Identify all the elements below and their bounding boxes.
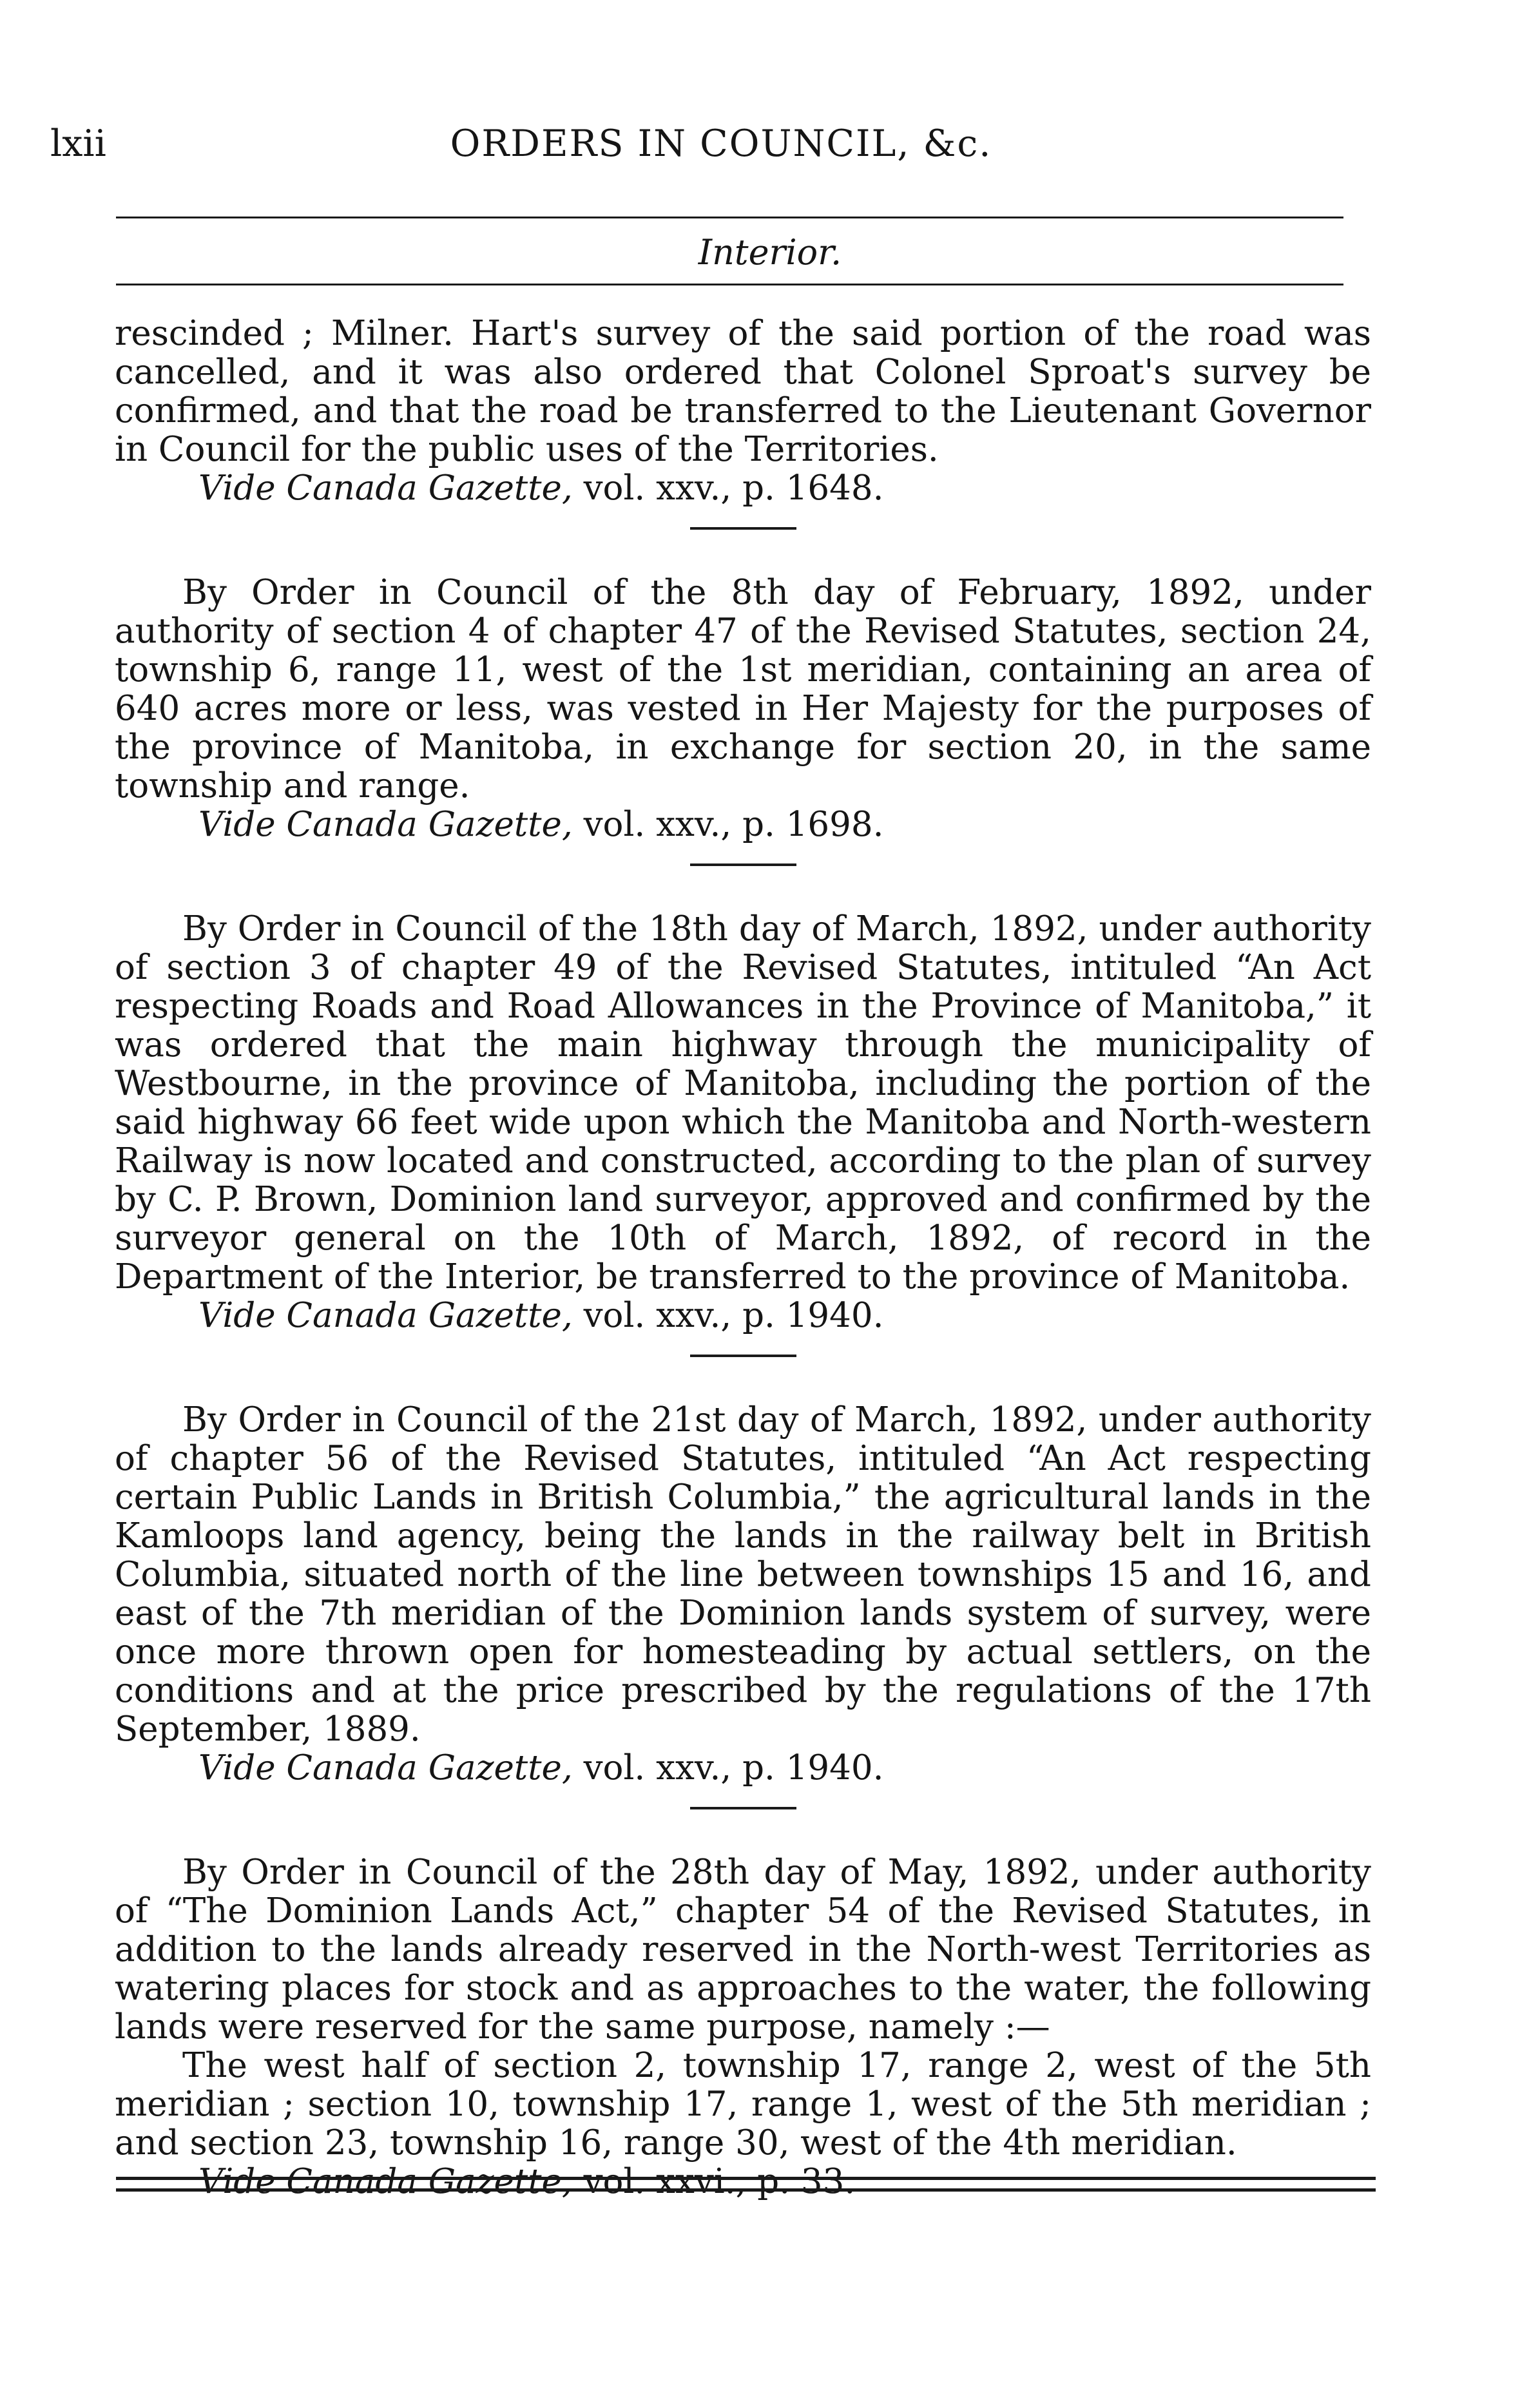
page-header <box>50 122 1392 180</box>
gazette-label: Vide Canada Gazette, <box>198 2162 573 2201</box>
gazette-citation: vol. xxv., p. 1698. <box>583 805 884 844</box>
end-rule <box>116 2188 1376 2192</box>
gazette-reference <box>115 469 1371 508</box>
header-rule <box>116 217 1343 218</box>
gazette-citation: vol. xxv., p. 1940. <box>583 1748 884 1788</box>
gazette-citation: vol. xxv., p. 1648. <box>583 468 884 508</box>
gazette-reference <box>115 1297 1371 1335</box>
gazette-reference <box>115 1749 1371 1788</box>
entry-paragraph: By Order in Council of the 28th day of May, 1892, under authority of “The Dominion Lands Act,” chapter 54 of the Revised Statutes, in addition to the lands already reserved in the North-west Territories as watering places for stock and as approaches to the water, the following lands were reserved for the same purpose, namely :— <box>115 1853 1371 2047</box>
section-rule <box>116 284 1343 285</box>
gazette-reference <box>115 805 1371 844</box>
gazette-label: Vide Canada Gazette, <box>198 1296 573 1335</box>
entry-paragraph: By Order in Council of the 18th day of March, 1892, under authority of section 3 of chapter 49 of the Revised Statutes, intituled “An Act respecting Roads and Road Allowances in the Province of Manitoba,” it was ordered that the main highway through the municipality of Westbourne, in the province of Manitoba, including the portion of the said highway 66 feet wide upon which the Manitoba and North-western Railway is now located and constructed, according to the plan of survey by C. P. Brown, Dominion land surveyor, approved and confirmed by the surveyor general on the 10th of March, 1892, of record in the Department of the Interior, be transferred to the province of Manitoba. <box>115 909 1371 1297</box>
entry-paragraph: By Order in Council of the 21st day of March, 1892, under authority of chapter 56 of the Revised Statutes, intituled “An Act respecting certain Public Lands in British Columbia,” the agricultural lands in the Kamloops land agency, being the lands in the railway belt in British Columbia, situated north of the line between townships 15 and 16, and east of the 7th meridian of the Dominion lands system of survey, were once more thrown open for homesteading by actual settlers, on the conditions and at the price prescribed by the regulations of the 17th September, 1889. <box>115 1400 1371 1749</box>
gazette-citation: vol. xxv., p. 1940. <box>583 1296 884 1335</box>
gazette-label: Vide Canada Gazette, <box>198 468 573 508</box>
section-title: Interior. <box>698 232 842 273</box>
entry-separator <box>690 863 796 866</box>
entry-separator <box>690 1355 796 1357</box>
gazette-label: Vide Canada Gazette, <box>198 805 573 844</box>
entry-separator <box>690 527 796 530</box>
entry-paragraph: The west half of section 2, township 17, range 2, west of the 5th meridian ; section 10, township 17, range 1, west of the 5th meridian ; and section 23, township 16, range 30, west of the 4th meridian. <box>115 2046 1371 2163</box>
page-number: lxii <box>50 122 106 165</box>
gazette-label: Vide Canada Gazette, <box>198 1748 573 1788</box>
gazette-reference <box>115 2163 1371 2201</box>
end-rule <box>116 2177 1376 2180</box>
gazette-citation: vol. xxvi., p. 33. <box>583 2162 856 2201</box>
running-title: ORDERS IN COUNCIL, &c. <box>450 122 992 165</box>
entry-paragraph: rescinded ; Milner. Hart's survey of the said portion of the road was cancelled, and it was also ordered that Colonel Sproat's survey be confirmed, and that the road be transferred to the Lieutenant Governor in Council for the public uses of the Territories. <box>115 314 1371 469</box>
entry-separator <box>690 1807 796 1809</box>
entry-paragraph: By Order in Council of the 8th day of February, 1892, under authority of section 4 of chapter 47 of the Revised Statutes, section 24, township 6, range 11, west of the 1st meridian, containing an area of 640 acres more or less, was vested in Her Majesty for the purposes of the province of Manitoba, in exchange for section 20, in the same township and range. <box>115 573 1371 805</box>
body-text <box>115 314 1371 2201</box>
